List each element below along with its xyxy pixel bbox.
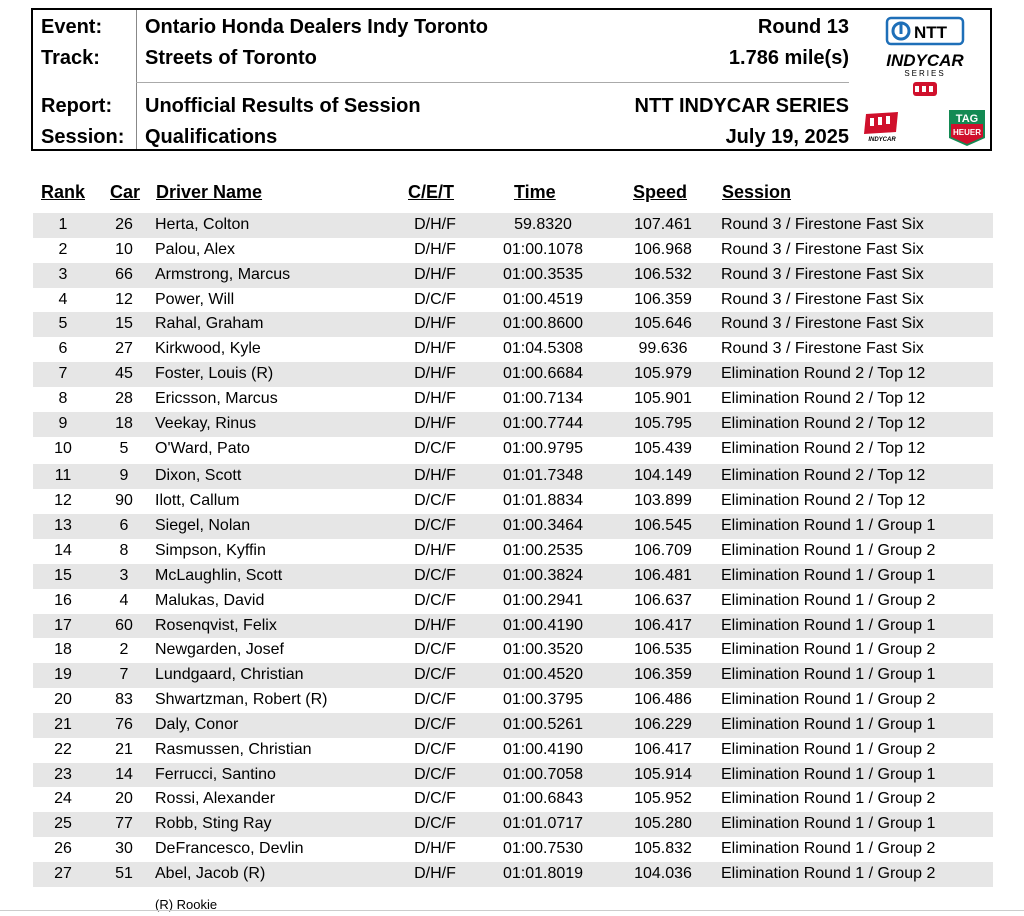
cell-driver: Rossi, Alexander <box>155 790 276 808</box>
cell-time: 01:00.4520 <box>502 666 584 684</box>
cell-rank: 11 <box>54 467 72 485</box>
cell-car: 5 <box>119 439 129 457</box>
cell-cet: D/C/F <box>414 517 456 535</box>
cell-driver: Kirkwood, Kyle <box>155 340 261 358</box>
cell-speed: 107.461 <box>634 216 692 233</box>
cell-car: 15 <box>115 315 133 333</box>
cell-session: Elimination Round 1 / Group 2 <box>721 864 936 882</box>
cell-driver: Power, Will <box>155 290 235 308</box>
cell-cet: D/C/F <box>414 815 456 833</box>
cell-cet: D/H/F <box>414 616 456 634</box>
cell-session: Elimination Round 1 / Group 1 <box>721 715 936 733</box>
col-time: Time <box>514 182 556 202</box>
table-row <box>33 638 993 663</box>
cell-speed: 106.359 <box>634 290 692 308</box>
results-table-body <box>33 213 993 887</box>
table-row <box>33 713 993 738</box>
cell-time: 01:00.6684 <box>502 365 584 383</box>
cell-speed: 105.901 <box>634 389 692 407</box>
cell-time: 01:00.3824 <box>502 566 584 584</box>
cell-session: Elimination Round 1 / Group 1 <box>721 616 936 634</box>
cell-rank: 15 <box>54 566 72 584</box>
cell-rank: 16 <box>54 591 72 609</box>
cell-speed: 105.832 <box>634 840 692 858</box>
col-car: Car <box>110 182 141 202</box>
cell-rank: 2 <box>58 240 68 258</box>
cell-speed: 106.417 <box>634 740 692 758</box>
cell-cet: D/C/F <box>414 492 456 510</box>
cell-speed: 106.709 <box>634 541 692 559</box>
svg-text:SERIES: SERIES <box>904 69 946 78</box>
cell-session: Elimination Round 2 / Top 12 <box>721 365 926 383</box>
cell-rank: 20 <box>54 691 72 709</box>
cell-driver: Newgarden, Josef <box>155 641 284 659</box>
cell-time: 01:00.3464 <box>502 517 584 535</box>
cell-rank: 3 <box>58 265 68 283</box>
cell-car: 26 <box>115 216 133 233</box>
cell-car: 12 <box>115 290 133 308</box>
cell-rank: 12 <box>54 492 72 510</box>
cell-speed: 106.535 <box>634 641 692 659</box>
track-label: Track: <box>41 47 100 69</box>
cell-rank: 10 <box>54 439 72 457</box>
cell-cet: D/H/F <box>414 365 456 383</box>
cell-car: 2 <box>119 641 129 659</box>
table-row <box>33 312 993 337</box>
cell-driver: Rosenqvist, Felix <box>155 616 277 634</box>
cell-car: 14 <box>115 765 133 783</box>
report-label: Report: <box>41 95 113 117</box>
header-divider <box>136 82 849 83</box>
cell-rank: 9 <box>58 414 68 432</box>
table-row <box>33 564 993 589</box>
cell-cet: D/H/F <box>414 216 456 233</box>
cell-session: Round 3 / Firestone Fast Six <box>721 216 924 233</box>
cell-rank: 17 <box>54 616 72 634</box>
cell-time: 01:00.9795 <box>502 439 584 457</box>
cell-session: Round 3 / Firestone Fast Six <box>721 340 924 358</box>
page-bottom-divider <box>0 910 1024 911</box>
svg-text:INDYCAR: INDYCAR <box>886 51 964 70</box>
cell-speed: 105.795 <box>634 414 692 432</box>
table-row <box>33 514 993 539</box>
cell-cet: D/H/F <box>414 467 456 485</box>
cell-rank: 24 <box>54 790 72 808</box>
cell-driver: Armstrong, Marcus <box>155 265 291 283</box>
cell-cet: D/C/F <box>414 740 456 758</box>
cell-driver: Dixon, Scott <box>155 467 242 485</box>
cell-time: 59.8320 <box>514 216 572 233</box>
cell-cet: D/C/F <box>414 641 456 659</box>
cell-driver: DeFrancesco, Devlin <box>155 840 304 858</box>
cell-speed: 105.439 <box>634 439 692 457</box>
cell-speed: 99.636 <box>638 340 688 358</box>
cell-session: Elimination Round 1 / Group 2 <box>721 641 936 659</box>
cell-rank: 7 <box>58 365 68 383</box>
cell-session: Round 3 / Firestone Fast Six <box>721 290 924 308</box>
cell-time: 01:00.7744 <box>502 414 584 432</box>
cell-time: 01:00.2941 <box>502 591 584 609</box>
cell-session: Elimination Round 1 / Group 1 <box>721 566 936 584</box>
cell-car: 9 <box>119 467 129 485</box>
cell-time: 01:00.7530 <box>502 840 584 858</box>
table-row <box>33 489 993 514</box>
cell-time: 01:00.4519 <box>502 290 584 308</box>
session-label: Session: <box>41 126 125 148</box>
cell-cet: D/H/F <box>414 240 456 258</box>
cell-rank: 1 <box>58 216 68 233</box>
cell-cet: D/C/F <box>414 591 456 609</box>
cell-cet: D/H/F <box>414 541 456 559</box>
col-cet: C/E/T <box>408 182 455 202</box>
cell-session: Elimination Round 2 / Top 12 <box>721 467 926 485</box>
cell-car: 4 <box>119 591 129 609</box>
cell-car: 90 <box>115 492 133 510</box>
cell-rank: 13 <box>54 517 72 535</box>
cell-speed: 106.968 <box>634 240 692 258</box>
report-value: Unofficial Results of Session <box>145 95 421 117</box>
cell-time: 01:00.3520 <box>502 641 584 659</box>
table-row <box>33 213 993 238</box>
cell-time: 01:01.8834 <box>502 492 584 510</box>
table-row <box>33 464 993 489</box>
cell-car: 6 <box>119 517 129 535</box>
cell-rank: 27 <box>54 864 72 882</box>
track-value: Streets of Toronto <box>145 47 317 69</box>
cell-rank: 5 <box>58 315 68 333</box>
cell-car: 8 <box>119 541 129 559</box>
cell-car: 21 <box>115 740 133 758</box>
cell-car: 28 <box>115 389 133 407</box>
cell-time: 01:00.6843 <box>502 790 584 808</box>
cell-driver: Herta, Colton <box>155 216 250 233</box>
cell-time: 01:01.8019 <box>502 864 584 882</box>
table-row <box>33 387 993 412</box>
cell-cet: D/H/F <box>414 389 456 407</box>
cell-car: 45 <box>115 365 133 383</box>
cell-time: 01:00.7058 <box>502 765 584 783</box>
cell-time: 01:00.8600 <box>502 315 584 333</box>
table-row <box>33 812 993 837</box>
event-label: Event: <box>41 16 103 38</box>
cell-driver: McLaughlin, Scott <box>155 566 283 584</box>
cell-session: Elimination Round 1 / Group 2 <box>721 740 936 758</box>
cell-car: 51 <box>115 864 133 882</box>
svg-text:HEUER: HEUER <box>952 128 982 137</box>
cell-session: Elimination Round 1 / Group 2 <box>721 541 936 559</box>
series-name: NTT INDYCAR SERIES <box>634 95 849 117</box>
cell-speed: 106.532 <box>634 265 692 283</box>
table-row <box>33 763 993 788</box>
cell-cet: D/H/F <box>414 315 456 333</box>
table-row <box>33 437 993 462</box>
cell-session: Elimination Round 1 / Group 2 <box>721 691 936 709</box>
cell-speed: 106.229 <box>634 715 692 733</box>
cell-session: Round 3 / Firestone Fast Six <box>721 315 924 333</box>
cell-time: 01:00.3535 <box>502 265 584 283</box>
cell-session: Elimination Round 2 / Top 12 <box>721 492 926 510</box>
table-row <box>33 663 993 688</box>
cell-driver: Malukas, David <box>155 591 265 609</box>
cell-rank: 23 <box>54 765 72 783</box>
cell-speed: 105.646 <box>634 315 692 333</box>
cell-time: 01:04.5308 <box>502 340 584 358</box>
cell-rank: 22 <box>54 740 72 758</box>
cell-car: 66 <box>115 265 133 283</box>
cell-rank: 4 <box>58 290 68 308</box>
session-date: July 19, 2025 <box>725 126 849 148</box>
cell-rank: 26 <box>54 840 72 858</box>
cell-car: 30 <box>115 840 133 858</box>
cell-time: 01:00.4190 <box>502 740 584 758</box>
cell-cet: D/C/F <box>414 790 456 808</box>
cell-session: Elimination Round 1 / Group 1 <box>721 666 936 684</box>
cell-car: 77 <box>115 815 133 833</box>
cell-speed: 105.280 <box>634 815 692 833</box>
session-value: Qualifications <box>145 126 278 148</box>
cell-driver: Ferrucci, Santino <box>155 765 276 783</box>
cell-time: 01:00.7134 <box>502 389 584 407</box>
cell-car: 76 <box>115 715 133 733</box>
cell-driver: Robb, Sting Ray <box>155 815 272 833</box>
cell-speed: 104.036 <box>634 864 692 882</box>
cell-driver: Abel, Jacob (R) <box>155 864 266 882</box>
cell-driver: Daly, Conor <box>155 715 239 733</box>
table-row <box>33 837 993 862</box>
cell-driver: Simpson, Kyffin <box>155 541 266 559</box>
event-value: Ontario Honda Dealers Indy Toronto <box>145 16 488 38</box>
cell-cet: D/H/F <box>414 840 456 858</box>
indycar-small-logo <box>862 110 902 142</box>
svg-text:TAG: TAG <box>955 113 979 125</box>
cell-car: 3 <box>119 566 129 584</box>
cell-session: Elimination Round 1 / Group 2 <box>721 591 936 609</box>
cell-driver: Rasmussen, Christian <box>155 740 312 758</box>
table-row <box>33 862 993 887</box>
cell-cet: D/C/F <box>414 439 456 457</box>
cell-time: 01:00.4190 <box>502 616 584 634</box>
cell-cet: D/H/F <box>414 265 456 283</box>
cell-rank: 18 <box>54 641 72 659</box>
cell-session: Elimination Round 1 / Group 1 <box>721 517 936 535</box>
cell-session: Elimination Round 2 / Top 12 <box>721 439 926 457</box>
cell-rank: 8 <box>58 389 68 407</box>
cell-cet: D/H/F <box>414 864 456 882</box>
col-rank: Rank <box>41 182 86 202</box>
cell-car: 27 <box>115 340 133 358</box>
cell-time: 01:01.7348 <box>502 467 584 485</box>
cell-driver: Foster, Louis (R) <box>155 365 274 383</box>
cell-speed: 105.914 <box>634 765 692 783</box>
cell-speed: 106.637 <box>634 591 692 609</box>
cell-session: Round 3 / Firestone Fast Six <box>721 240 924 258</box>
cell-car: 7 <box>119 666 129 684</box>
cell-driver: Palou, Alex <box>155 240 236 258</box>
cell-session: Round 3 / Firestone Fast Six <box>721 265 924 283</box>
report-header <box>31 8 992 151</box>
cell-time: 01:00.3795 <box>502 691 584 709</box>
cell-time: 01:00.2535 <box>502 541 584 559</box>
cell-cet: D/C/F <box>414 765 456 783</box>
svg-text:NTT: NTT <box>914 23 948 42</box>
cell-rank: 25 <box>54 815 72 833</box>
cell-cet: D/C/F <box>414 566 456 584</box>
cell-driver: Siegel, Nolan <box>155 517 251 535</box>
table-row <box>33 263 993 288</box>
table-row <box>33 337 993 362</box>
col-driver: Driver Name <box>156 182 263 202</box>
cell-rank: 14 <box>54 541 72 559</box>
col-speed: Speed <box>633 182 688 202</box>
table-row <box>33 539 993 564</box>
table-row <box>33 738 993 763</box>
table-row <box>33 412 993 437</box>
cell-driver: Lundgaard, Christian <box>155 666 304 684</box>
cell-speed: 105.979 <box>634 365 692 383</box>
cell-car: 20 <box>115 790 133 808</box>
track-length: 1.786 mile(s) <box>728 47 849 69</box>
cell-driver: Ericsson, Marcus <box>155 389 278 407</box>
cell-car: 83 <box>115 691 133 709</box>
cell-speed: 106.417 <box>634 616 692 634</box>
cell-speed: 104.149 <box>634 467 692 485</box>
cell-session: Elimination Round 1 / Group 2 <box>721 790 936 808</box>
tag-heuer-logo <box>945 108 989 148</box>
cell-session: Elimination Round 1 / Group 2 <box>721 840 936 858</box>
cell-time: 01:01.0717 <box>502 815 584 833</box>
cell-speed: 106.545 <box>634 517 692 535</box>
cell-car: 18 <box>115 414 133 432</box>
cell-speed: 106.359 <box>634 666 692 684</box>
round-number: Round 13 <box>757 16 849 38</box>
table-row <box>33 787 993 812</box>
svg-text:INDYCAR: INDYCAR <box>868 137 896 142</box>
cell-driver: Ilott, Callum <box>155 492 240 510</box>
table-row <box>33 589 993 614</box>
cell-speed: 105.952 <box>634 790 692 808</box>
cell-speed: 106.481 <box>634 566 692 584</box>
cell-car: 60 <box>115 616 133 634</box>
cell-cet: D/C/F <box>414 290 456 308</box>
table-row <box>33 288 993 313</box>
cell-time: 01:00.5261 <box>502 715 584 733</box>
cell-speed: 103.899 <box>634 492 692 510</box>
cell-cet: D/C/F <box>414 691 456 709</box>
table-row <box>33 238 993 263</box>
cell-session: Elimination Round 1 / Group 1 <box>721 815 936 833</box>
cell-rank: 21 <box>54 715 72 733</box>
cell-rank: 6 <box>58 340 68 358</box>
cell-cet: D/H/F <box>414 414 456 432</box>
cell-cet: D/C/F <box>414 715 456 733</box>
cell-time: 01:00.1078 <box>502 240 584 258</box>
cell-cet: D/C/F <box>414 666 456 684</box>
cell-session: Elimination Round 2 / Top 12 <box>721 389 926 407</box>
cell-session: Elimination Round 1 / Group 1 <box>721 765 936 783</box>
table-row <box>33 688 993 713</box>
cell-driver: Veekay, Rinus <box>155 414 257 432</box>
table-row <box>33 362 993 387</box>
cell-rank: 19 <box>54 666 72 684</box>
cell-speed: 106.486 <box>634 691 692 709</box>
rookie-footnote: (R) Rookie <box>155 897 218 912</box>
table-row <box>33 614 993 639</box>
col-session: Session <box>722 182 792 202</box>
cell-driver: O'Ward, Pato <box>155 439 250 457</box>
cell-session: Elimination Round 2 / Top 12 <box>721 414 926 432</box>
cell-driver: Shwartzman, Robert (R) <box>155 691 328 709</box>
cell-driver: Rahal, Graham <box>155 315 264 333</box>
ntt-indycar-logo <box>885 12 989 104</box>
cell-cet: D/H/F <box>414 340 456 358</box>
results-table-header <box>0 182 1024 208</box>
cell-car: 10 <box>115 240 133 258</box>
